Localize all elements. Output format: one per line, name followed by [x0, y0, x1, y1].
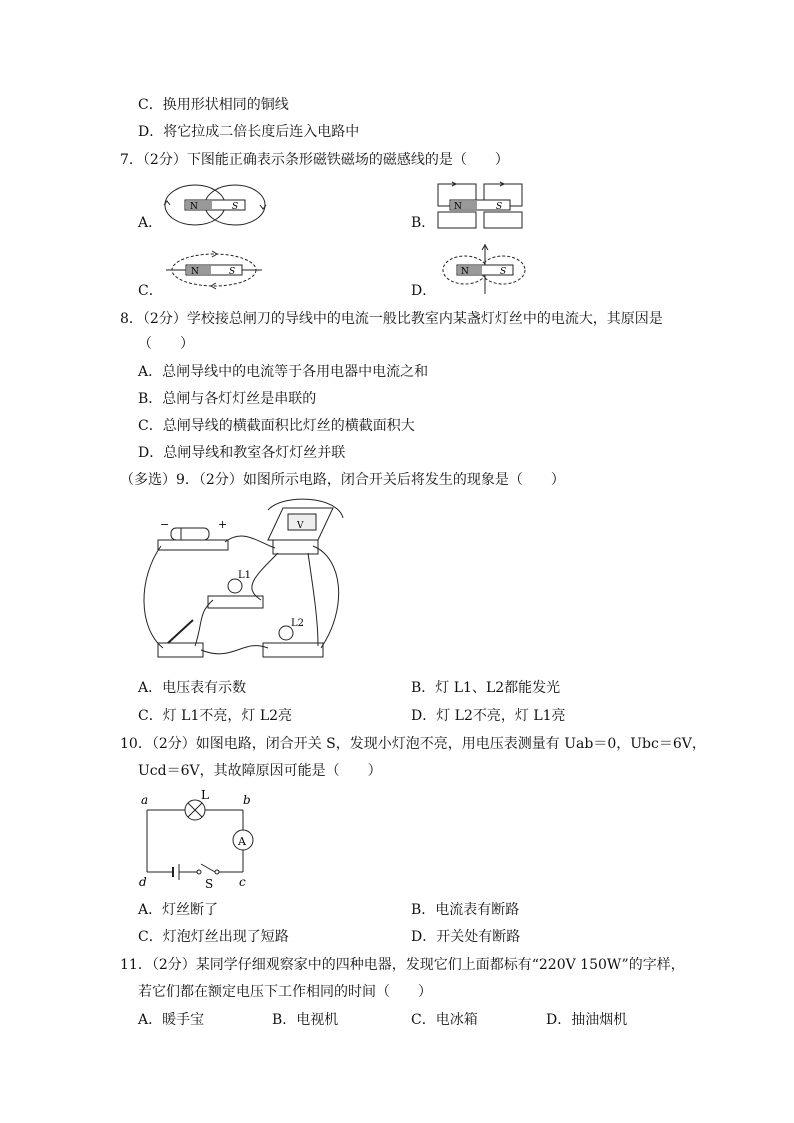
q7-figure-d	[437, 242, 532, 297]
q10-option-b: B．电流表有断路	[411, 902, 520, 918]
q7b-n: N	[454, 202, 462, 212]
q8-option-b: B．总闸与各灯灯丝是串联的	[138, 391, 317, 407]
q7-label-d: D．	[411, 283, 437, 299]
q10-ammeter-a: A	[238, 835, 246, 848]
q11-option-a: A．暖手宝	[138, 1012, 205, 1028]
q10-option-d: D．开关处有断路	[411, 929, 521, 945]
q9-plus: +	[218, 518, 228, 531]
q9-stem: （多选）9．（2分）如图所示电路，闭合开关后将发生的现象是（ ）	[120, 472, 565, 488]
q11-option-d: D．抽油烟机	[546, 1012, 628, 1028]
q7-figure-a	[160, 175, 270, 235]
q9-option-b: B．灯 L1、L2都能发光	[411, 680, 561, 696]
q11-stem: 11．（2分）某同学仔细观察家中的四种电器，发现它们上面都标有“220V 150W”的字样，	[120, 957, 685, 973]
q9-v: V	[297, 521, 304, 531]
q7-label-c: C．	[138, 283, 163, 299]
q9-l2: L2	[291, 618, 305, 629]
q10-stem: 10．（2分）如图电路，闭合开关 S，发现小灯泡不亮，用电压表测量有 Uab＝0，Ubc＝6V，	[120, 736, 706, 752]
q10-a: a	[141, 793, 149, 807]
q6-option-d: D．将它拉成二倍长度后连入电路中	[138, 124, 360, 140]
q9-option-c: C．灯 L1不亮，灯 L2亮	[138, 708, 293, 724]
q11-stem-cont: 若它们都在额定电压下工作相同的时间（ ）	[138, 984, 432, 1000]
q10-stem-cont: Ucd＝6V，其故障原因可能是（ ）	[138, 763, 382, 779]
q7c-s: S	[229, 267, 236, 277]
q8-option-d: D．总闸导线和教室各灯灯丝并联	[138, 445, 346, 461]
q8-stem-cont: （ ）	[138, 336, 194, 352]
q9-minus: −	[160, 518, 170, 531]
q10-s: S	[205, 877, 214, 891]
q8-stem: 8．（2分）学校接总闸刀的导线中的电流一般比教室内某盏灯灯丝中的电流大，其原因是	[120, 311, 663, 327]
q7a-n: N	[190, 202, 198, 212]
q8-option-a: A．总闸导线中的电流等于各用电器中电流之和	[138, 364, 429, 380]
q10-circuit-figure	[135, 788, 265, 893]
q6-option-c: C．换用形状相同的铜线	[138, 97, 289, 113]
q9-circuit-figure	[133, 498, 353, 668]
q10-option-c: C．灯泡灯丝出现了短路	[138, 929, 289, 945]
q11-option-b: B．电视机	[272, 1012, 339, 1028]
q9-l1: L1	[238, 570, 252, 581]
q7a-s: S	[232, 202, 239, 212]
q7c-n: N	[191, 267, 199, 277]
q8-option-c: C．总闸导线的横截面积比灯丝的横截面积大	[138, 418, 415, 434]
q7-label-b: B．	[411, 215, 436, 231]
q7d-n: N	[461, 267, 469, 277]
q9-option-a: A．电压表有示数	[138, 680, 247, 696]
q11-option-c: C．电冰箱	[411, 1012, 478, 1028]
q7b-s: S	[496, 202, 503, 212]
q7d-s: S	[500, 267, 507, 277]
q10-c: c	[239, 875, 246, 889]
q7-figure-b	[430, 178, 530, 233]
q7-label-a: A．	[138, 215, 163, 231]
q10-option-a: A．灯丝断了	[138, 902, 219, 918]
q10-b: b	[243, 793, 251, 807]
q7-stem: 7．（2分）下图能正确表示条形磁铁磁场的磁感线的是（ ）	[120, 152, 509, 168]
q7-figure-c	[164, 248, 264, 293]
q9-option-d: D．灯 L2不亮，灯 L1亮	[411, 708, 566, 724]
q10-l: L	[201, 788, 209, 802]
q10-d: d	[139, 875, 147, 889]
